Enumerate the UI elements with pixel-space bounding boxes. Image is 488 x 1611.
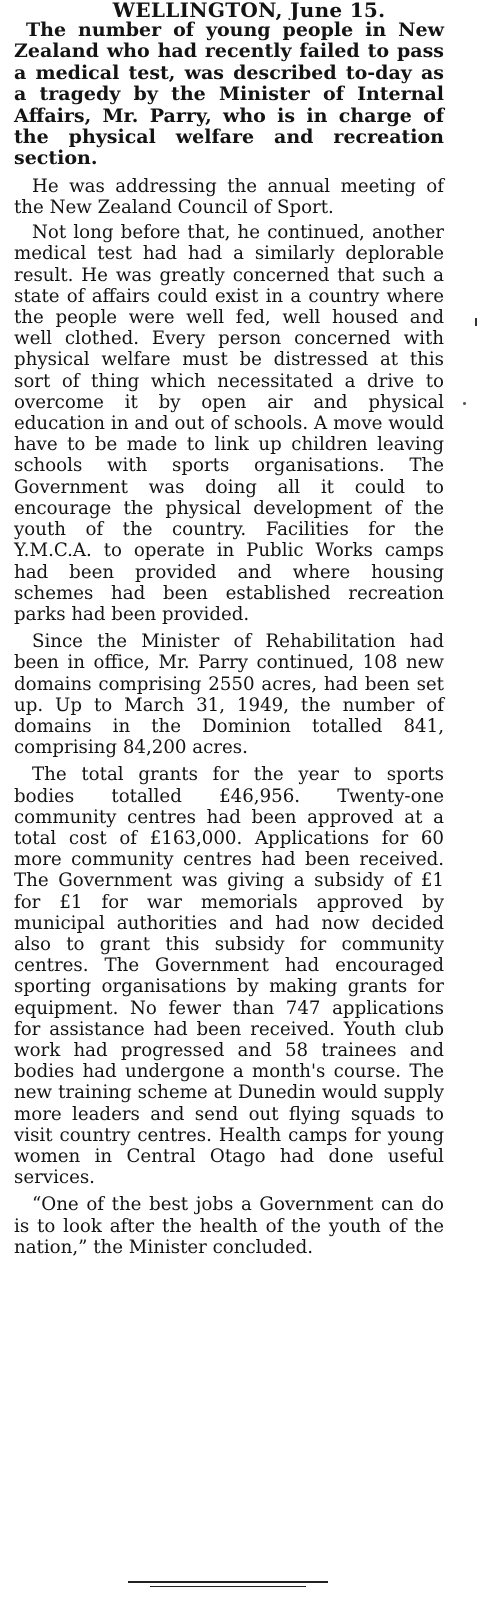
paragraph-conclusion: “One of the best jobs a Government can do is to look after the health of the youth of the nation,” the Minister concluded. [14,1194,444,1258]
end-rule-thin [150,1586,306,1587]
margin-mark [475,318,477,326]
paragraph-domains: Since the Minister of Rehabilitation had been in office, Mr. Parry continued, 108 new domains comprising 2550 acres, had been set up. Up to March 31, 1949, the number of domains in the Dominion totalled 841, comprising 84,200 acres. [14,631,444,759]
lead-paragraph: The number of young people in New Zealand who had recently failed to pass a medical test, was described to-day as a tragedy by the Minister of Internal Affairs, Mr. Parry, who is in charge of the physical welfare and recreation section. [14,19,444,170]
paragraph-medical-test: Not long before that, he continued, another medical test had had a similarly deplorable result. He was greatly concerned that such a state of affairs could exist in a country where the people were well fed, well housed and well clothed. Every person concerned with physical welfare must be distressed at this sort of thing which necessitated a drive to overcome it by open air and physical education in and out of schools. A move would have to be made to link up children leaving schools with sports organisations. The Government was doing all it could to encourage the physical development of the youth of the country. Facilities for the Y.M.C.A. to operate in Public Works camps had been provided and where housing schemes had been established recreation parks had been provided. [14,222,444,625]
article-column [14,0,444,1258]
paragraph-council-of-sport: He was addressing the annual meeting of the New Zealand Council of Sport. [14,175,444,219]
dateline: WELLINGTON, June 15. [112,0,386,20]
paragraph-grants: The total grants for the year to sports bodies totalled £46,956. Twenty-one community centres had been approved at a total cost of £163,000. Applications for 60 more community centres had been received. The Government was giving a subsidy of £1 for £1 for war memorials approved by municipal authorities and had now decided also to grant this subsidy for community centres. The Government had encouraged sporting organisations by making grants for equipment. No fewer than 747 applications for assistance had been received. Youth club work had progressed and 58 trainees and bodies had undergone a month's course. The new training scheme at Dunedin would supply more leaders and send out flying squads to visit country centres. Health camps for young women in Central Otago had done useful services. [14,764,444,1189]
margin-speck [463,402,466,405]
end-rule-thick [128,1581,328,1583]
